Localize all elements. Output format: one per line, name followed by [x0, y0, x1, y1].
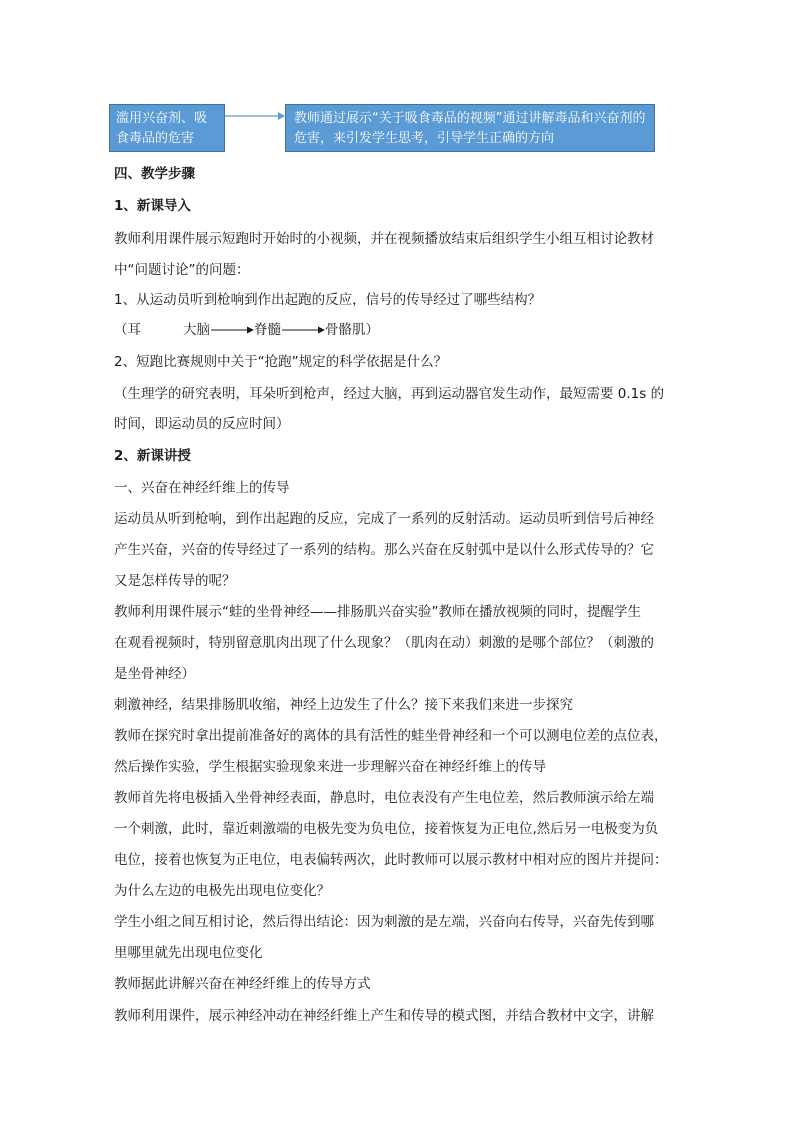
step2-heading: 2、新课讲授: [114, 448, 191, 464]
paragraph-line: 产生兴奋，兴奋的传导经过了一系列的结构。那么兴奋在反射弧中是以什么形式传导的？它: [114, 542, 654, 558]
paragraph-line: 为什么左边的电极先出现电位变化？: [114, 883, 330, 899]
paragraph-line: 一个刺激，此时，靠近刺激端的电极先变为负电位，接着恢复为正电位,然后另一电极变为负: [114, 821, 659, 837]
answer-line: 时间，即运动员的反应时间）: [114, 416, 290, 432]
paragraph-line: 又是怎样传导的呢？: [114, 573, 236, 589]
reflex-chain: [114, 320, 379, 340]
chain-brain: 大脑: [183, 322, 210, 338]
paragraph-line: 是坐骨神经）: [114, 666, 195, 682]
paragraph-line: 教师利用课件展示短跑时开始时的小视频，并在视频播放结束后组织学生小组互相讨论教材: [114, 231, 654, 247]
paragraph-line: 教师在探究时拿出提前准备好的离体的具有活性的蛙坐骨神经和一个可以测电位差的点位表，: [114, 728, 668, 744]
paragraph-line: 电位，接着也恢复为正电位，电表偏转两次，此时教师可以展示教材中相对应的图片并提问：: [114, 852, 668, 868]
right-arrow-icon: [225, 110, 285, 122]
paragraph-line: 刺激神经，结果排肠肌收缩，神经上边发生了什么？接下来我们来进一步探究: [114, 697, 573, 713]
answer-line: （生理学的研究表明，耳朵听到枪声，经过大脑，再到运动器官发生动作，最短需要 0.1s 的: [114, 386, 665, 402]
chain-ear: （耳: [114, 322, 141, 338]
paragraph-line: 然后操作实验，学生根据实验现象来进一步理解兴奋在神经纤维上的传导: [114, 759, 546, 775]
long-right-arrow-icon: [210, 325, 254, 335]
flow-box-teacher-video: [285, 104, 655, 152]
paragraph-line: 中“问题讨论”的问题：: [114, 262, 250, 278]
paragraph-line: 教师利用课件，展示神经冲动在神经纤维上产生和传导的模式图，并结合教材中文字，讲解: [114, 1008, 654, 1024]
paragraph-line: 在观看视频时，特别留意肌肉出现了什么现象？（肌肉在动）刺激的是哪个部位？（刺激的: [114, 635, 654, 651]
flow-box-teacher-video-text: 教师通过展示“关于吸食毒品的视频”通过讲解毒品和兴奋剂的危害，来引发学生思考，引导学生正确的方向: [294, 111, 646, 146]
chain-skeletal-muscle: 骨骼肌）: [325, 322, 379, 338]
paragraph-line: 运动员从听到枪响，到作出起跑的反应，完成了一系列的反射活动。运动员听到信号后神经: [114, 511, 654, 527]
step1-heading: 1、新课导入: [114, 198, 191, 214]
paragraph-line: 教师首先将电极插入坐骨神经表面，静息时，电位表没有产生电位差，然后教师演示给左端: [114, 790, 654, 806]
section-heading-teaching-steps: 四、教学步骤: [114, 166, 195, 182]
flow-box-harm-text: 滥用兴奋剂、吸食毒品的危害: [116, 111, 208, 146]
paragraph-line: 教师利用课件展示“蛙的坐骨神经——排肠肌兴奋实验”教师在播放视频的同时，提醒学生: [114, 604, 641, 620]
long-right-arrow-icon: [281, 325, 325, 335]
question-1: 1、从运动员听到枪响到作出起跑的反应，信号的传导经过了哪些结构？: [114, 292, 542, 308]
paragraph-line: 教师据此讲解兴奋在神经纤维上的传导方式: [114, 976, 371, 992]
paragraph-line: 学生小组之间互相讨论，然后得出结论：因为刺激的是左端，兴奋向右传导，兴奋先传到哪: [114, 914, 654, 930]
flow-box-harm: [109, 104, 225, 152]
chain-spinal-cord: 脊髓: [254, 322, 281, 338]
paragraph-line: 里哪里就先出现电位变化: [114, 945, 263, 961]
subsection-heading: 一、兴奋在神经纤维上的传导: [114, 480, 290, 496]
question-2: 2、短跑比赛规则中关于“抢跑”规定的科学依据是什么？: [114, 354, 448, 370]
